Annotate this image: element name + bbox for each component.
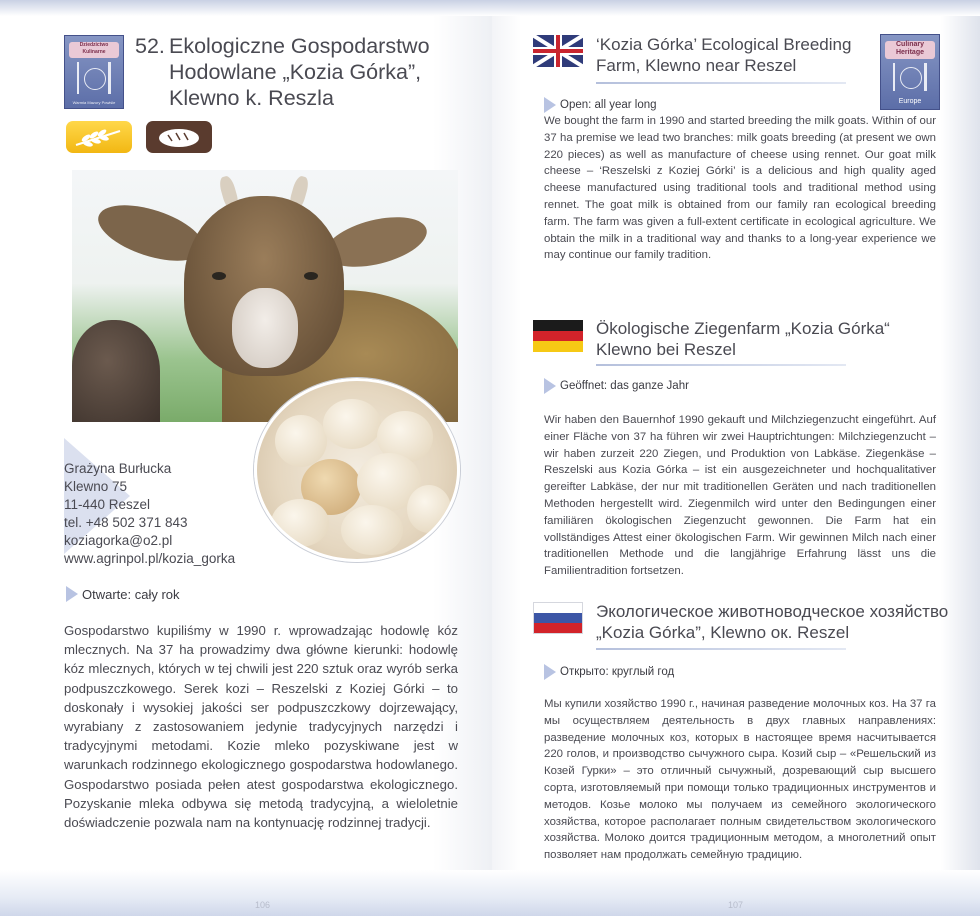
contact-address: Klewno 75 bbox=[64, 479, 128, 494]
fork-icon bbox=[893, 63, 895, 91]
contact-postal: 11-440 Reszel bbox=[64, 497, 151, 512]
page-number-right: 107 bbox=[728, 900, 744, 910]
contact-name: Grażyna Burłucka bbox=[64, 461, 172, 476]
opening-hours-ru bbox=[544, 664, 674, 680]
contact-website[interactable]: www.agrinpol.pl/kozia_gorka bbox=[64, 551, 236, 566]
cheese-round bbox=[271, 499, 329, 547]
uk-flag-icon bbox=[533, 35, 583, 67]
opening-hours-en-text: Open: all year long bbox=[560, 99, 657, 111]
heritage-footer-text: Europe bbox=[898, 98, 922, 105]
title-ru bbox=[596, 601, 948, 643]
contact-block bbox=[64, 460, 235, 568]
cheese-round bbox=[323, 399, 381, 449]
entry-title bbox=[135, 33, 455, 111]
triangle-bullet-icon bbox=[544, 378, 556, 394]
culinary-heritage-europe-logo bbox=[880, 34, 940, 110]
cheese-round bbox=[407, 485, 451, 533]
right-page bbox=[492, 0, 980, 916]
title-ru-underline bbox=[596, 648, 846, 650]
entry-title-line-3: Klewno k. Reszla bbox=[169, 86, 334, 110]
wheat-grain-icon bbox=[66, 121, 132, 153]
title-ru-line-1: Экологическое животноводческое хозяйство bbox=[596, 602, 949, 621]
entry-title-line-1: Ekologiczne Gospodarstwo bbox=[169, 34, 430, 58]
contact-phone: tel. +48 502 371 843 bbox=[64, 515, 188, 530]
heritage-ribbon-text: Culinary Heritage bbox=[885, 41, 935, 59]
title-de-line-1: Ökologische Ziegenfarm „Kozia Górka“ bbox=[596, 319, 890, 338]
plate-icon bbox=[84, 68, 106, 90]
top-decor-band bbox=[0, 0, 492, 16]
title-en-line-1: ‘Kozia Górka’ Ecological Breeding bbox=[596, 35, 852, 54]
entry-number: 52. bbox=[135, 34, 165, 58]
knife-icon bbox=[924, 63, 927, 91]
description-de: Wir haben den Bauernhof 1990 gekauft und Milchziegenzucht eingeführt. Auf einer Fläche von 37 ha führen wir zwei Hauptrichtungen: Milchziegenzucht – wir haben zurzeit 220 Ziegen, und Produktion von Labkäse. Ziegenkäse – Reszelski aus Kozia Górka – ist ein ausgezeichneter und hochqualitativer gereifter Labkäse, der nur mit traditionellen Geräten und nach traditionellen Methoden hergestellt wird. Ziegenmilch wird unter den Bedingungen einer familiären ökologischen Ziegenzucht gewonnen. Die Farm hat ein vollständiges Attest einer ökologischen Farm. Wir gewinnen Milch nach einer traditionellen Methode und die langjährige Erfahrung lässt uns die Familientradition fortsetzen. bbox=[544, 414, 936, 578]
opening-hours-ru-text: Открыто: круглый год bbox=[560, 666, 675, 678]
top-decor-band bbox=[492, 0, 980, 16]
second-goat bbox=[72, 320, 160, 422]
description-ru: Мы купили хозяйство 1990 г., начиная разведение молочных коз. На 37 га мы осуществляем деятельность в двух главных направлениях: разведение молочных коз, которых в настоящее время насчитывается 220 голов, и производство сычужного сыра. Козий сыр – «Решельский из Козей Гурки» – это отличный сычужный, дозревающий сыр высшего сорта, изготовляемый при помощи только традиционных инструментов и методов. Козье молоко мы получаем из семейного экологического хозяйства, которое располагает полным свидетельством экологического хозяйства. Молоко доится традиционным методом, а многолетний опыт позволяет нам продолжать семейную традицию. bbox=[544, 698, 936, 862]
goat-right-eye bbox=[304, 272, 318, 280]
bottom-decor-band bbox=[0, 870, 492, 916]
title-de-underline bbox=[596, 364, 846, 366]
triangle-bullet-icon bbox=[544, 664, 556, 680]
bread-icon bbox=[146, 121, 212, 153]
opening-hours-de-text: Geöffnet: das ganze Jahr bbox=[560, 380, 689, 392]
russian-flag-icon bbox=[533, 602, 583, 634]
entry-title-line-2: Hodowlane „Kozia Górka”, bbox=[169, 60, 422, 84]
logo-footer-text: Warmia Mazury Powiśle bbox=[72, 100, 116, 105]
title-en-line-2: Farm, Klewno near Reszel bbox=[596, 56, 797, 75]
goat-left-eye bbox=[212, 272, 226, 280]
title-de bbox=[596, 318, 890, 360]
knife-icon bbox=[108, 62, 111, 94]
culinary-heritage-regional-logo bbox=[64, 35, 124, 109]
title-en bbox=[596, 34, 851, 76]
contact-email[interactable]: koziagorka@o2.pl bbox=[64, 533, 173, 548]
opening-hours-text: Otwarte: cały rok bbox=[82, 586, 180, 602]
description-pl: Gospodarstwo kupiliśmy w 1990 r. wprowadzając hodowlę kóz mlecznych. Na 37 ha prowadzimy dwa główne kierunki: hodowlę kóz mlecznych, których w tej chwili jest 220 sztuk oraz wyrób serka podpuszczkowego. Serek kozi – Reszelski z Koziej Górki – to doskonały i wysokiej jakości ser podpuszczkowy dojrzewający, wyrabiany z zastosowaniem jedynie tradycyjnych narzędzi i tradycyjnymi metodami. Kozie mleko pozyskiwane jest w warunkach rodzinnego ekologicznego gospodarstwa hodowlanego. Gospodarstwo posiada pełen atest gospodarstwa ekologicznego. Pozyskanie mleka odbywa się metodą tradycyjną, a wieloletnie doświadczenie pozwala nam na kontynuację rodzinnej tradycji. bbox=[64, 623, 458, 831]
goat-muzzle bbox=[232, 288, 298, 368]
plate-icon bbox=[900, 67, 922, 89]
cheese-round bbox=[275, 415, 327, 467]
description-en: We bought the farm in 1990 and started breeding the milk goats. Within of our 37 ha premise we lead two branches: milk goats breeding (at present we own 220 pieces) as well as manufacture of cheese using rennet. Our goat milk cheese – ‘Reszelski z Koziej Górki’ is a delicious and high quality aged cheese manufactured using traditional tools and traditional method using rennet. The goat milk is obtained from our family ran ecological breeding farm. The farm was given a full-extent certificate in ecological agriculture. We obtain the milk in a traditional way and thanks to a long-year experience we may continue our family tradition. bbox=[544, 115, 936, 262]
page-number-left: 106 bbox=[255, 900, 271, 910]
opening-hours-en bbox=[544, 97, 657, 113]
title-ru-line-2: „Kozia Górka”, Klewno ок. Reszel bbox=[596, 623, 850, 642]
logo-ribbon-text: Dziedzictwo Kulinarne bbox=[69, 42, 119, 58]
cheese-photo bbox=[254, 378, 460, 562]
german-flag-icon bbox=[533, 320, 583, 352]
triangle-bullet-icon bbox=[544, 97, 556, 113]
triangle-bullet-icon bbox=[66, 586, 78, 602]
goat-photo bbox=[72, 170, 458, 422]
opening-hours-pl bbox=[66, 586, 180, 602]
opening-hours-de bbox=[544, 378, 689, 394]
fork-icon bbox=[77, 62, 79, 94]
title-en-underline bbox=[596, 82, 846, 84]
cheese-round bbox=[341, 505, 403, 555]
title-de-line-2: Klewno bei Reszel bbox=[596, 340, 736, 359]
